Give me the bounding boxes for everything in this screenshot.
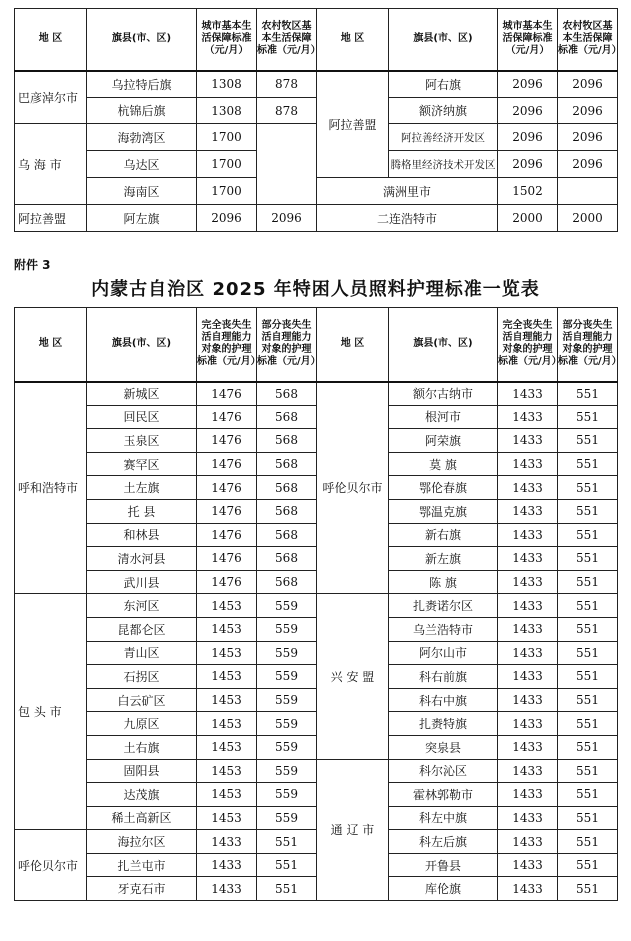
value-cell: 1433 <box>498 759 558 783</box>
table-row <box>15 617 618 641</box>
county-cell: 海拉尔区 <box>87 830 197 854</box>
county-cell: 乌兰浩特市 <box>389 617 498 641</box>
header-partial-care: 部分丧失生活自理能力对象的护理标准（元/月） <box>558 308 618 382</box>
table-row <box>15 735 618 759</box>
empty-cell <box>257 124 317 205</box>
county-cell: 扎赉特旗 <box>389 712 498 736</box>
value-cell: 1700 <box>197 151 257 178</box>
county-cell: 科左中旗 <box>389 806 498 830</box>
table-row <box>15 452 618 476</box>
region-cell: 呼伦贝尔市 <box>15 830 87 901</box>
value-cell: 568 <box>257 429 317 453</box>
table-row <box>15 382 618 406</box>
value-cell: 1433 <box>498 688 558 712</box>
value-cell: 1308 <box>197 98 257 124</box>
value-cell: 1433 <box>498 877 558 901</box>
county-cell: 阿荣旗 <box>389 429 498 453</box>
header-rural-standard: 农村牧区基本生活保障标准（元/月） <box>558 9 618 71</box>
county-cell: 杭锦后旗 <box>87 98 197 124</box>
table-row <box>15 783 618 807</box>
value-cell: 551 <box>257 853 317 877</box>
value-cell: 878 <box>257 71 317 98</box>
value-cell: 568 <box>257 405 317 429</box>
value-cell: 568 <box>257 547 317 571</box>
value-cell: 1453 <box>197 688 257 712</box>
value-cell: 2096 <box>498 151 558 178</box>
value-cell: 551 <box>558 830 618 854</box>
county-cell: 石拐区 <box>87 665 197 689</box>
value-cell: 1433 <box>498 476 558 500</box>
region-cell: 巴彦淖尔市 <box>15 71 87 124</box>
value-cell: 1700 <box>197 178 257 205</box>
value-cell: 551 <box>558 617 618 641</box>
care-standard-table <box>14 307 622 901</box>
value-cell: 1453 <box>197 641 257 665</box>
county-cell: 东河区 <box>87 594 197 618</box>
value-cell: 1453 <box>197 735 257 759</box>
table-row <box>15 178 618 205</box>
value-cell: 559 <box>257 759 317 783</box>
header-full-care: 完全丧失生活自理能力对象的护理标准（元/月） <box>498 308 558 382</box>
header-partial-care: 部分丧失生活自理能力对象的护理标准（元/月） <box>257 308 317 382</box>
value-cell: 1476 <box>197 523 257 547</box>
value-cell: 559 <box>257 688 317 712</box>
county-cell: 回民区 <box>87 405 197 429</box>
value-cell: 878 <box>257 98 317 124</box>
value-cell: 551 <box>558 806 618 830</box>
value-cell: 551 <box>257 877 317 901</box>
value-cell: 2096 <box>558 71 618 98</box>
page-title: 内蒙古自治区 2025 年特困人员照料护理标准一览表 <box>91 279 540 300</box>
value-cell: 551 <box>558 523 618 547</box>
county-cell: 突泉县 <box>389 735 498 759</box>
value-cell: 1433 <box>498 735 558 759</box>
value-cell: 551 <box>558 877 618 901</box>
county-cell: 根河市 <box>389 405 498 429</box>
county-cell: 鄂温克旗 <box>389 499 498 523</box>
value-cell: 2096 <box>257 205 317 232</box>
county-cell: 腾格里经济技术开发区 <box>389 151 498 178</box>
table-row <box>15 405 618 429</box>
region-cell: 阿拉善盟 <box>317 71 389 178</box>
table-row <box>15 205 618 232</box>
value-cell: 1433 <box>498 382 558 406</box>
value-cell: 551 <box>558 547 618 571</box>
value-cell: 1453 <box>197 806 257 830</box>
value-cell: 568 <box>257 452 317 476</box>
county-cell: 额济纳旗 <box>389 98 498 124</box>
county-cell: 九原区 <box>87 712 197 736</box>
attachment-label: 附件 3 <box>14 258 51 272</box>
value-cell: 568 <box>257 523 317 547</box>
table-row <box>15 499 618 523</box>
table-row <box>15 830 618 854</box>
value-cell: 2096 <box>558 98 618 124</box>
county-cell: 科右前旗 <box>389 665 498 689</box>
county-cell: 稀土高新区 <box>87 806 197 830</box>
value-cell: 551 <box>558 499 618 523</box>
value-cell: 551 <box>558 688 618 712</box>
value-cell: 1476 <box>197 547 257 571</box>
value-cell: 568 <box>257 499 317 523</box>
county-cell: 土左旗 <box>87 476 197 500</box>
county-cell: 阿拉善经济开发区 <box>389 124 498 151</box>
county-cell: 新城区 <box>87 382 197 406</box>
value-cell: 551 <box>558 641 618 665</box>
value-cell: 1453 <box>197 594 257 618</box>
county-cell: 鄂伦春旗 <box>389 476 498 500</box>
region-cell: 乌 海 市 <box>15 124 87 205</box>
header-region: 地 区 <box>15 9 87 71</box>
county-cell: 扎赉诺尔区 <box>389 594 498 618</box>
value-cell: 551 <box>558 429 618 453</box>
header-full-care: 完全丧失生活自理能力对象的护理标准（元/月） <box>197 308 257 382</box>
header-region: 地 区 <box>317 308 389 382</box>
value-cell: 1476 <box>197 499 257 523</box>
value-cell: 551 <box>257 830 317 854</box>
value-cell: 1433 <box>498 547 558 571</box>
table-row <box>15 523 618 547</box>
table-row <box>15 547 618 571</box>
value-cell: 559 <box>257 735 317 759</box>
value-cell: 1453 <box>197 617 257 641</box>
header-county: 旗县(市、区) <box>389 9 498 71</box>
header-region: 地 区 <box>15 308 87 382</box>
county-cell: 库伦旗 <box>389 877 498 901</box>
header-urban-standard: 城市基本生活保障标准（元/月） <box>197 9 257 71</box>
region-cell: 阿拉善盟 <box>15 205 87 232</box>
value-cell: 1433 <box>498 712 558 736</box>
value-cell: 1433 <box>498 806 558 830</box>
table-row <box>15 476 618 500</box>
value-cell: 1453 <box>197 783 257 807</box>
table-row <box>15 759 618 783</box>
county-cell: 阿左旗 <box>87 205 197 232</box>
table-row <box>15 71 618 98</box>
value-cell: 559 <box>257 783 317 807</box>
value-cell: 1700 <box>197 124 257 151</box>
region-cell: 通 辽 市 <box>317 759 389 901</box>
value-cell: 1433 <box>197 830 257 854</box>
table-row <box>15 712 618 736</box>
value-cell: 1433 <box>498 641 558 665</box>
value-cell: 1433 <box>197 853 257 877</box>
value-cell: 559 <box>257 712 317 736</box>
county-cell: 阿右旗 <box>389 71 498 98</box>
county-cell: 新左旗 <box>389 547 498 571</box>
value-cell: 551 <box>558 476 618 500</box>
value-cell: 1453 <box>197 759 257 783</box>
value-cell: 1433 <box>498 523 558 547</box>
table-row <box>15 641 618 665</box>
value-cell: 551 <box>558 452 618 476</box>
county-cell: 科左后旗 <box>389 830 498 854</box>
value-cell: 1453 <box>197 712 257 736</box>
value-cell: 2000 <box>558 205 618 232</box>
region-cell: 兴 安 盟 <box>317 594 389 759</box>
county-cell: 陈 旗 <box>389 570 498 594</box>
value-cell: 2096 <box>498 71 558 98</box>
table-row <box>15 570 618 594</box>
value-cell: 1433 <box>498 665 558 689</box>
county-cell: 固阳县 <box>87 759 197 783</box>
county-cell: 新右旗 <box>389 523 498 547</box>
county-cell: 莫 旗 <box>389 452 498 476</box>
value-cell: 559 <box>257 641 317 665</box>
value-cell: 2096 <box>197 205 257 232</box>
table-row <box>15 877 618 901</box>
base-living-standard-table <box>14 8 622 232</box>
value-cell: 551 <box>558 570 618 594</box>
header-county: 旗县(市、区) <box>389 308 498 382</box>
county-cell: 乌拉特后旗 <box>87 71 197 98</box>
header-county: 旗县(市、区) <box>87 308 197 382</box>
value-cell: 551 <box>558 594 618 618</box>
value-cell: 1433 <box>498 405 558 429</box>
value-cell: 1476 <box>197 429 257 453</box>
value-cell: 1433 <box>498 830 558 854</box>
value-cell: 1433 <box>498 570 558 594</box>
value-cell: 2000 <box>498 205 558 232</box>
value-cell: 559 <box>257 806 317 830</box>
table-row <box>15 124 618 151</box>
table-row <box>15 98 618 124</box>
value-cell: 551 <box>558 405 618 429</box>
county-cell: 和林县 <box>87 523 197 547</box>
county-cell: 开鲁县 <box>389 853 498 877</box>
empty-cell <box>558 178 618 205</box>
county-cell: 白云矿区 <box>87 688 197 712</box>
county-cell: 满洲里市 <box>317 178 498 205</box>
table-row <box>15 688 618 712</box>
value-cell: 551 <box>558 783 618 807</box>
county-cell: 乌达区 <box>87 151 197 178</box>
value-cell: 1476 <box>197 382 257 406</box>
county-cell: 霍林郭勒市 <box>389 783 498 807</box>
header-rural-standard: 农村牧区基本生活保障标准（元/月） <box>257 9 317 71</box>
value-cell: 1502 <box>498 178 558 205</box>
county-cell: 额尔古纳市 <box>389 382 498 406</box>
table-row <box>15 806 618 830</box>
table-row <box>15 853 618 877</box>
value-cell: 559 <box>257 617 317 641</box>
value-cell: 2096 <box>558 151 618 178</box>
value-cell: 2096 <box>498 98 558 124</box>
value-cell: 2096 <box>498 124 558 151</box>
header-urban-standard: 城市基本生活保障标准（元/月） <box>498 9 558 71</box>
value-cell: 1308 <box>197 71 257 98</box>
county-cell: 土右旗 <box>87 735 197 759</box>
value-cell: 1433 <box>498 429 558 453</box>
county-cell: 科尔沁区 <box>389 759 498 783</box>
value-cell: 551 <box>558 712 618 736</box>
value-cell: 1476 <box>197 570 257 594</box>
county-cell: 海勃湾区 <box>87 124 197 151</box>
county-cell: 二连浩特市 <box>317 205 498 232</box>
county-cell: 武川县 <box>87 570 197 594</box>
county-cell: 牙克石市 <box>87 877 197 901</box>
county-cell: 玉泉区 <box>87 429 197 453</box>
county-cell: 昆都仑区 <box>87 617 197 641</box>
table-row <box>15 665 618 689</box>
region-cell: 包 头 市 <box>15 594 87 830</box>
county-cell: 海南区 <box>87 178 197 205</box>
county-cell: 扎兰屯市 <box>87 853 197 877</box>
value-cell: 551 <box>558 759 618 783</box>
county-cell: 达茂旗 <box>87 783 197 807</box>
value-cell: 551 <box>558 853 618 877</box>
value-cell: 1433 <box>498 853 558 877</box>
region-cell: 呼和浩特市 <box>15 382 87 594</box>
value-cell: 551 <box>558 665 618 689</box>
county-cell: 科右中旗 <box>389 688 498 712</box>
value-cell: 551 <box>558 735 618 759</box>
value-cell: 1476 <box>197 452 257 476</box>
region-cell: 呼伦贝尔市 <box>317 382 389 594</box>
county-cell: 赛罕区 <box>87 452 197 476</box>
value-cell: 568 <box>257 476 317 500</box>
value-cell: 559 <box>257 665 317 689</box>
value-cell: 568 <box>257 382 317 406</box>
county-cell: 青山区 <box>87 641 197 665</box>
value-cell: 1476 <box>197 476 257 500</box>
value-cell: 2096 <box>558 124 618 151</box>
header-county: 旗县(市、区) <box>87 9 197 71</box>
value-cell: 1433 <box>498 617 558 641</box>
value-cell: 1433 <box>498 594 558 618</box>
value-cell: 551 <box>558 382 618 406</box>
value-cell: 568 <box>257 570 317 594</box>
county-cell: 托 县 <box>87 499 197 523</box>
value-cell: 1433 <box>197 877 257 901</box>
value-cell: 1453 <box>197 665 257 689</box>
table-row <box>15 429 618 453</box>
value-cell: 1433 <box>498 452 558 476</box>
value-cell: 1476 <box>197 405 257 429</box>
value-cell: 1433 <box>498 783 558 807</box>
value-cell: 559 <box>257 594 317 618</box>
header-region: 地 区 <box>317 9 389 71</box>
value-cell: 1433 <box>498 499 558 523</box>
county-cell: 清水河县 <box>87 547 197 571</box>
table-row <box>15 594 618 618</box>
county-cell: 阿尔山市 <box>389 641 498 665</box>
